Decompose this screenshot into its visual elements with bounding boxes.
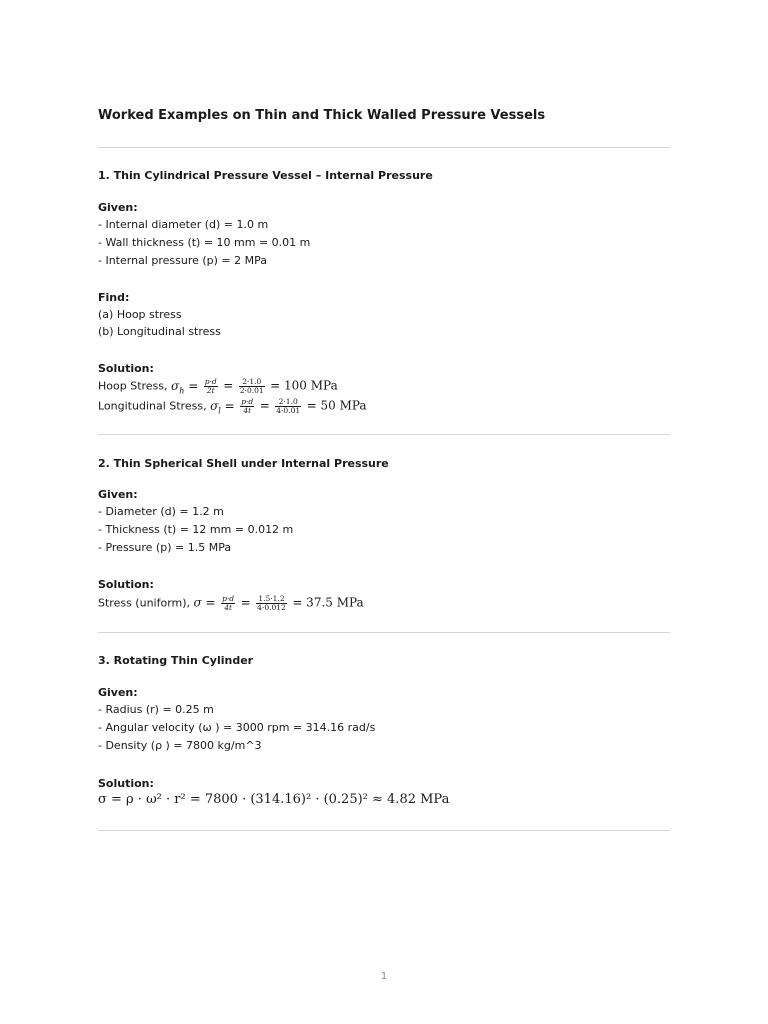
fraction-numerator: 2·1.0: [239, 378, 265, 387]
longitudinal-subscript: l: [218, 405, 221, 415]
spherical-fraction-numeric: [256, 595, 287, 612]
section-1-given-label: Given:: [98, 201, 138, 214]
fraction-numerator: 1.5·1.2: [256, 595, 287, 604]
longitudinal-stress-prefix: Longitudinal Stress,: [98, 399, 207, 413]
hoop-stress-prefix: Hoop Stress,: [98, 379, 168, 393]
fraction-numerator: p·d: [204, 377, 217, 386]
section-3-given-item: - Angular velocity (ω ) = 3000 rpm = 314.16 rad/s: [98, 721, 376, 734]
section-2-title: 2. Thin Spherical Shell under Internal Pressure: [98, 457, 389, 470]
hoop-fraction-symbolic: [204, 378, 218, 395]
section-1-given-item: - Internal diameter (d) = 1.0 m: [98, 218, 269, 231]
document-title: Worked Examples on Thin and Thick Walled Pressure Vessels: [98, 108, 546, 123]
hoop-result: = 100 MPa: [270, 378, 338, 393]
section-1-find-label: Find:: [98, 291, 130, 304]
section-2-given-item: - Diameter (d) = 1.2 m: [98, 505, 224, 518]
section-3-solution-label: Solution:: [98, 777, 154, 790]
section-1-given-item: - Wall thickness (t) = 10 mm = 0.01 m: [98, 236, 311, 249]
divider: [98, 434, 670, 435]
longitudinal-fraction-numeric: [275, 398, 301, 415]
section-2-given-label: Given:: [98, 488, 138, 501]
sigma-symbol: σ: [193, 595, 202, 610]
fraction-numerator: p·d: [222, 594, 235, 603]
sigma-symbol: σ: [210, 398, 219, 413]
fraction-denominator: 2·0.01: [239, 386, 264, 395]
page-number: 1: [380, 971, 388, 982]
hoop-subscript: h: [179, 385, 185, 395]
section-1-given-item: - Internal pressure (p) = 2 MPa: [98, 254, 268, 267]
section-1-find-item: (b) Longitudinal stress: [98, 325, 221, 338]
fraction-denominator: 2t: [206, 386, 215, 395]
divider: [98, 632, 670, 633]
sigma-symbol: σ: [171, 378, 180, 393]
fraction-denominator: 4·0.012: [257, 603, 286, 612]
section-2-given-item: - Pressure (p) = 1.5 MPa: [98, 541, 232, 554]
divider: [98, 147, 670, 148]
fraction-numerator: 2·1.0: [275, 398, 301, 407]
spherical-result: = 37.5 MPa: [292, 595, 364, 610]
fraction-denominator: 4·0.01: [276, 406, 301, 415]
section-2-solution-label: Solution:: [98, 578, 154, 591]
fraction-denominator: 4t: [224, 603, 232, 612]
longitudinal-fraction-symbolic: [240, 398, 254, 415]
spherical-fraction-symbolic: [221, 595, 235, 612]
longitudinal-result: = 50 MPa: [306, 398, 367, 413]
longitudinal-stress-equation: Longitudinal Stress, $\sigma_l$ = $\frac{p\cdot d}{4t}$ = $\frac{2\cdot 1.0}{4\cdot 0.01}$ = 50 MPa: [98, 397, 367, 415]
fraction-denominator: 4t: [243, 406, 252, 415]
spherical-stress-prefix: Stress (uniform),: [98, 596, 191, 610]
fraction-numerator: p·d: [241, 397, 254, 406]
section-1-find-item: (a) Hoop stress: [98, 308, 182, 321]
section-1-solution-label: Solution:: [98, 362, 154, 375]
section-3-title: 3. Rotating Thin Cylinder: [98, 654, 254, 667]
hoop-stress-equation: Hoop Stress, $\sigma_h$ = $\frac{p\cdot d}{2t}$ = $\frac{2\cdot 1.0}{2\cdot 0.01}$ = 100 MPa: [98, 377, 338, 395]
spherical-stress-equation: Stress (uniform), σ = $\frac{p\cdot d}{4t}$ = $\frac{1.5\cdot 1.2}{4\cdot 0.012}$ = 37.5 MPa: [98, 594, 364, 612]
section-3-given-item: - Radius (r) = 0.25 m: [98, 703, 214, 716]
hoop-fraction-numeric: [239, 378, 265, 395]
divider: [98, 830, 670, 831]
section-3-given-item: - Density (ρ ) = 7800 kg/m^3: [98, 739, 262, 752]
section-1-title: 1. Thin Cylindrical Pressure Vessel – Internal Pressure: [98, 169, 433, 182]
section-2-given-item: - Thickness (t) = 12 mm = 0.012 m: [98, 523, 294, 536]
rotating-cylinder-equation: σ = ρ · ω² · r² = 7800 · (314.16)² · (0.25)² ≈ 4.82 MPa: [98, 792, 450, 807]
section-3-given-label: Given:: [98, 686, 138, 699]
